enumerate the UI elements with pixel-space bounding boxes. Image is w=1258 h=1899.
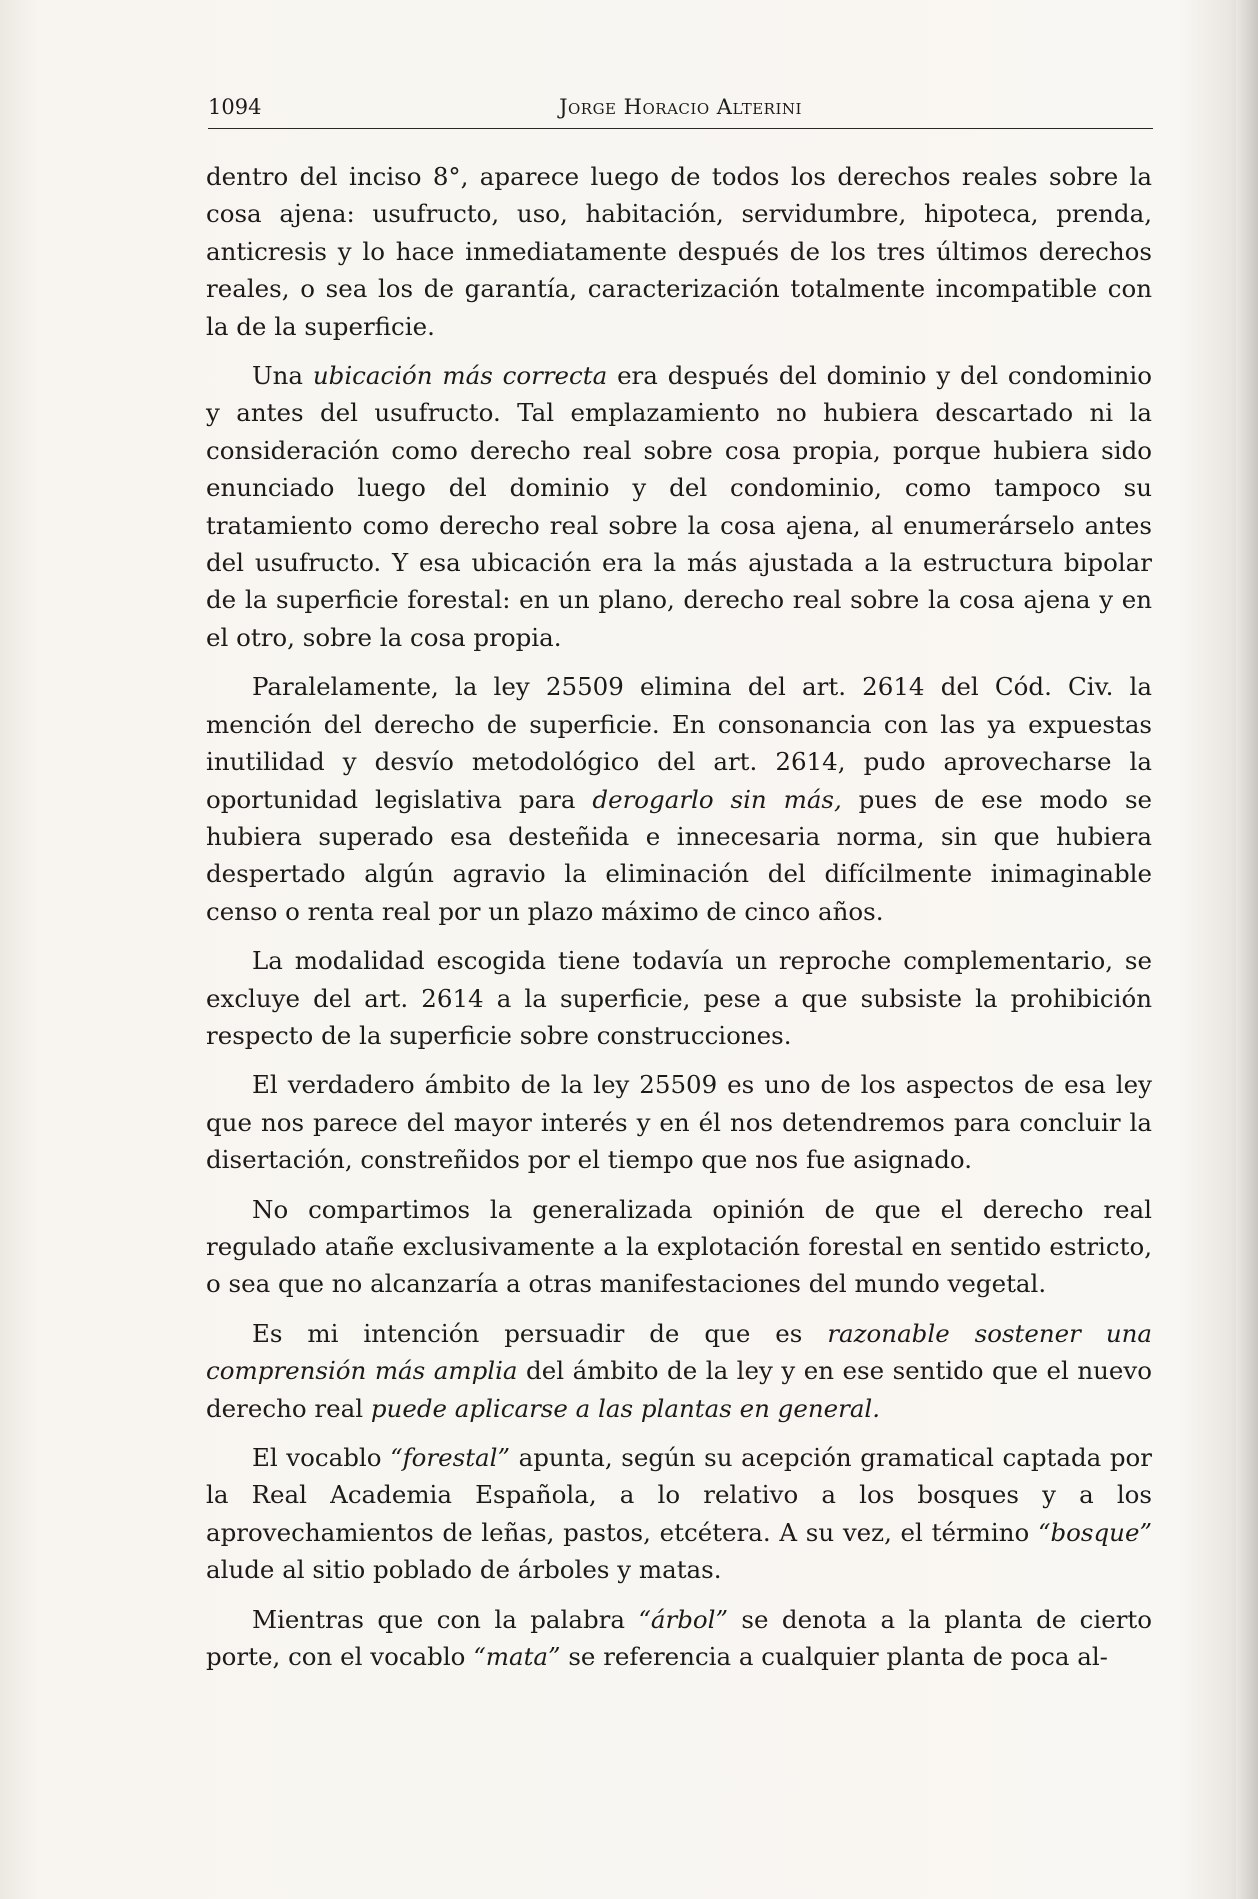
page-edge-shadow [1236, 0, 1258, 1899]
paragraph [206, 158, 1152, 345]
text-run: No compartimos la generalizada opinión de que el derecho real regulado atañe exclusivamente a la explotación forestal en sentido estricto, o sea que no alcanzaría a otras manifestaciones del mundo vegetal. [206, 1194, 1152, 1299]
text-run: alude al sitio poblado de árboles y matas. [206, 1555, 722, 1585]
paragraph [206, 1601, 1152, 1676]
text-run: era después del dominio y del condominio y antes del usufructo. Tal emplazamiento no hubiera descartado ni la consideración como derecho real sobre cosa propia, porque hubiera sido enunciado luego del dominio y del condominio, como tampoco su tratamiento como derecho real sobre la cosa ajena, al enumerárselo antes del usufructo. Y esa ubicación era la más ajustada a la estructura bipolar de la superficie forestal: en un plano, derecho real sobre la cosa ajena y en el otro, sobre la cosa propia. [206, 361, 1153, 652]
italic-text: “árbol” [638, 1604, 728, 1634]
text-run: pues de ese modo se hubiera superado esa desteñida e innecesaria norma, sin que hubiera despertado algún agravio la eliminación del difícilmente inimaginable censo o renta real por un plazo máximo de cinco años. [206, 784, 1153, 926]
text-run: apunta, según su acepción gramatical captada por la Real Academia Española, a lo relativo a los bosques y a los aprovechamientos de leñas, pastos, etcétera. A su vez, el término [206, 1443, 1152, 1547]
paragraph [206, 357, 1152, 656]
italic-text: “bosque” [1037, 1517, 1152, 1547]
italic-text: “forestal” [390, 1443, 511, 1472]
text-run: del ámbito de la ley y en ese sentido que el nuevo derecho real [206, 1356, 1152, 1423]
text-run: se denota a la planta de cierto porte, con el vocablo [206, 1604, 1153, 1672]
italic-text: derogarlo sin más, [592, 784, 842, 814]
paragraph [206, 1191, 1152, 1303]
paragraph [206, 1439, 1152, 1589]
text-run: La modalidad escogida tiene todavía un reproche complementario, se excluye del art. 2614 a la superficie, pese a que subsiste la prohibición respecto de la superficie sobre construcciones. [206, 946, 1152, 1050]
italic-text: puede aplicarse a las plantas en general. [370, 1393, 881, 1423]
text-run: Mientras que con la palabra [252, 1604, 639, 1634]
italic-text: ubicación más correcta [312, 361, 608, 391]
text-run: dentro del inciso 8°, aparece luego de todos los derechos reales sobre la cosa ajena: usufructo, uso, habitación, servidumbre, hipoteca, prenda, anticresis y lo hace inmediatamente después de los tres últimos derechos reales, o sea los de garantía, caracterización totalmente incompatible con la de la superficie. [206, 162, 1152, 341]
paragraph [206, 1066, 1152, 1178]
italic-text: razonable sostener una comprensión más amplia [206, 1318, 1152, 1386]
running-head: Jorge Horacio Alterini [559, 95, 802, 119]
text-run: Una [252, 361, 313, 391]
body-text [206, 158, 1152, 1687]
paragraph [206, 1315, 1152, 1427]
text-run: El vocablo [252, 1443, 391, 1472]
text-run: El verdadero ámbito de la ley 25509 es uno de los aspectos de esa ley que nos parece del mayor interés y en él nos detendremos para concluir la disertación, constreñidos por el tiempo que nos fue asignado. [206, 1070, 1152, 1175]
text-run: Paralelamente, la ley 25509 elimina del art. 2614 del Cód. Civ. la mención del derecho de superficie. En consonancia con las ya expuestas inutilidad y desvío metodológico del art. 2614, pudo aprovecharse la oportunidad legislativa para [206, 672, 1152, 814]
page-header [208, 92, 1153, 129]
page-number: 1094 [208, 95, 262, 119]
text-run: se referencia a cualquier planta de poca al- [560, 1642, 1108, 1672]
paragraph [206, 942, 1152, 1054]
paragraph [206, 668, 1152, 930]
text-run: Es mi intención persuadir de que es [252, 1318, 828, 1348]
italic-text: “mata” [473, 1642, 561, 1672]
